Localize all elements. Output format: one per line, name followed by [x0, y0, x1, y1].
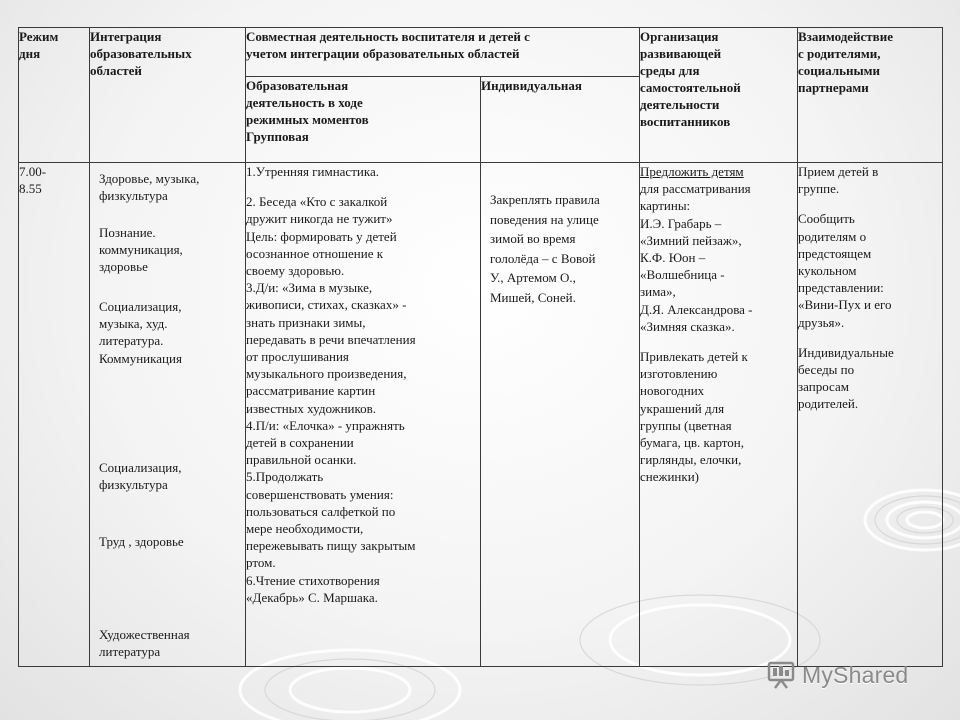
area-item: Художественная литература	[99, 627, 190, 660]
cell-environment	[640, 163, 798, 667]
schedule-table	[18, 27, 943, 667]
presentation-board-icon	[766, 660, 796, 690]
area-item: Познание. коммуникация, здоровье	[99, 225, 183, 275]
header-individual: Индивидуальная	[481, 77, 640, 163]
cell-time: 7.00- 8.55	[19, 163, 90, 667]
area-item: Здоровье, музыка, физкультура	[99, 171, 200, 204]
header-regime: Режим дня	[19, 28, 90, 163]
environment-lead: Предложить детям	[640, 164, 744, 179]
parents-item: Сообщить родителям о предстоящем кукольном представлении: «Вини-Пух и его друзья».	[798, 211, 892, 330]
cell-group-activity	[246, 163, 481, 667]
cell-parents	[798, 163, 943, 667]
cell-individual	[481, 163, 640, 667]
header-group-activity: Образовательная деятельность в ходе режимных моментов Групповая	[246, 77, 481, 163]
parents-item: Индивидуальные беседы по запросам родителей.	[798, 344, 894, 412]
individual-text: Закреплять правила поведения на улице зимой во время гололёда – с Вовой У., Артемом О., Мишей, Соней.	[490, 192, 600, 305]
parents-item: Прием детей в группе.	[798, 164, 879, 197]
watermark	[766, 655, 946, 695]
header-joint-activity: Совместная деятельность воспитателя и детей с учетом интеграции образовательных областей	[246, 28, 640, 77]
activity-list: 2. Беседа «Кто с закалкой дружит никогда не тужит» Цель: формировать у детей осознанное отношение к своему здоровью. 3.Д/и: «Зима в музыке, живописи, стихах, сказках» - знать признаки зимы, передавать в речи впечатления от прослушивания музыкального произведения, рассматривание картин известных художников. 4.П/и: «Елочка» - упражнять детей в сохранении правильной осанки. 5.Продолжать совершенствовать умения: пользоваться салфеткой по мере необходимости, пережевывать пищу закрытым ртом. 6.Чтение стихотворения «Декабрь» С. Маршака.	[246, 194, 416, 605]
environment-crafts: Привлекать детей к изготовлению новогодних украшений для группы (цветная бумага, цв. картон, гирлянды, елочки, снежинки)	[640, 349, 748, 485]
environment-pictures: для рассматривания картины: И.Э. Грабарь – «Зимний пейзаж», К.Ф. Юон – «Волшебница - зима», Д.Я. Александрова - «Зимняя сказка».	[640, 181, 753, 334]
cell-areas	[90, 163, 246, 667]
area-item: Социализация, физкультура	[99, 460, 182, 493]
header-environment: Организация развивающей среды для самостоятельной деятельности воспитанников	[640, 28, 798, 163]
watermark-text: MyShared	[802, 661, 909, 688]
header-parents: Взаимодействие с родителями, социальными партнерами	[798, 28, 943, 163]
header-integration: Интеграция образовательных областей	[90, 28, 246, 163]
area-item: Социализация, музыка, худ. литература. Коммуникация	[99, 299, 182, 366]
area-item: Труд , здоровье	[99, 534, 184, 549]
activity-gymnastics: 1.Утренняя гимнастика.	[246, 164, 379, 179]
